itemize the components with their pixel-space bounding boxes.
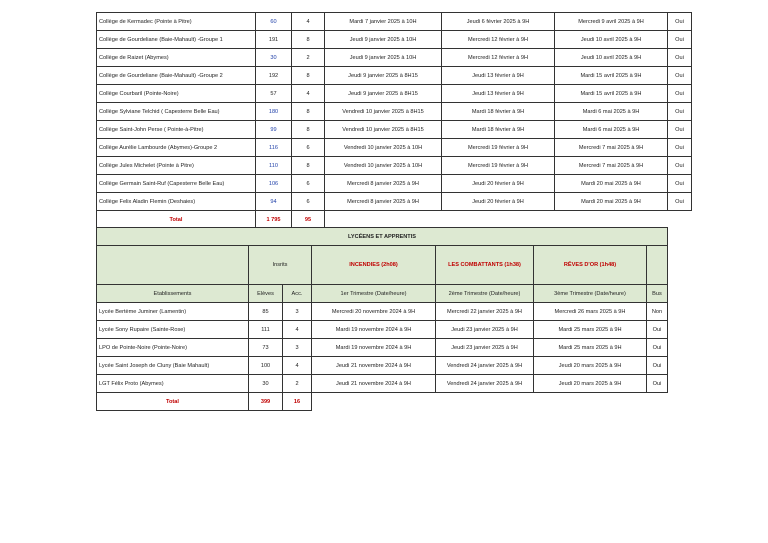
empty-cell (647, 393, 668, 411)
bus-status: Oui (668, 49, 692, 67)
trimester-2-date: Jeudi 20 février à 9H (442, 175, 555, 193)
establishment-name: Collège Germain Saint-Ruf (Capesterre Belle Eau) (97, 175, 256, 193)
companion-count: 6 (292, 175, 325, 193)
table-row (97, 85, 692, 103)
col-eleves: Elèves (249, 285, 283, 303)
table-row (97, 193, 692, 211)
trimester-3-date: Mercredi 7 mai 2025 à 9H (555, 157, 668, 175)
bus-status: Oui (647, 375, 668, 393)
bus-status: Oui (668, 67, 692, 85)
bus-status: Oui (668, 157, 692, 175)
trimester-2-date: Mercredi 12 février à 9H (442, 31, 555, 49)
theme1-header: INCENDIES (2h08) (312, 246, 436, 285)
trimester-3-date: Jeudi 10 avril 2025 à 9H (555, 31, 668, 49)
student-count: 57 (256, 85, 292, 103)
lycees-title: LYCÉENS ET APPRENTIS (97, 228, 668, 246)
trimester-2-date: Mercredi 22 janvier 2025 à 9H (436, 303, 534, 321)
total-companions: 16 (283, 393, 312, 411)
trimester-1-date: Jeudi 21 novembre 2024 à 9H (312, 357, 436, 375)
establishment-name: Collège Aurélie Lambourde (Abymes)-Groupe 2 (97, 139, 256, 157)
establishment-name: Lycée Sony Rupaire (Sainte-Rose) (97, 321, 249, 339)
companion-count: 4 (283, 321, 312, 339)
student-count: 85 (249, 303, 283, 321)
trimester-2-date: Mercredi 19 février à 9H (442, 139, 555, 157)
companion-count: 6 (292, 139, 325, 157)
establishment-name: Collège Jules Michelet (Pointe à Pitre) (97, 157, 256, 175)
trimester-2-date: Mercredi 12 février à 9H (442, 49, 555, 67)
bus-status: Oui (668, 193, 692, 211)
trimester-1-date: Vendredi 10 janvier 2025 à 10H (325, 157, 442, 175)
student-count: 73 (249, 339, 283, 357)
trimester-2-date: Mercredi 19 février à 9H (442, 157, 555, 175)
bus-status: Oui (668, 31, 692, 49)
student-count: 99 (256, 121, 292, 139)
establishment-name: Collège Felix Aladin Flemin (Deshaies) (97, 193, 256, 211)
trimester-2-date: Jeudi 6 février 2025 à 9H (442, 13, 555, 31)
bus-status: Oui (668, 13, 692, 31)
companion-count: 4 (292, 13, 325, 31)
trimester-1-date: Mercredi 20 novembre 2024 à 9H (312, 303, 436, 321)
trimester-1-date: Vendredi 10 janvier 2025 à 8H15 (325, 121, 442, 139)
student-count: 192 (256, 67, 292, 85)
companion-count: 8 (292, 31, 325, 49)
trimester-2-date: Jeudi 23 janvier 2025 à 9H (436, 321, 534, 339)
trimester-3-date: Jeudi 10 avril 2025 à 9H (555, 49, 668, 67)
trimester-2-date: Jeudi 13 février à 9H (442, 67, 555, 85)
col-trimestre-3: 3ème Trimestre (Date/heure) (534, 285, 647, 303)
bus-status: Non (647, 303, 668, 321)
table-row (97, 157, 692, 175)
trimester-1-date: Mardi 19 novembre 2024 à 9H (312, 339, 436, 357)
blank-header-bus (647, 246, 668, 285)
student-count: 116 (256, 139, 292, 157)
blank-header (97, 246, 249, 285)
total-row (97, 393, 668, 411)
table-row (97, 375, 668, 393)
trimester-3-date: Mardi 6 mai 2025 à 9H (555, 121, 668, 139)
establishment-name: Lycée Saint Joseph de Cluny (Baie Mahault) (97, 357, 249, 375)
companion-count: 4 (292, 85, 325, 103)
bus-status: Oui (668, 121, 692, 139)
trimester-2-date: Mardi 18 février à 9H (442, 121, 555, 139)
bus-status: Oui (668, 175, 692, 193)
total-row (97, 211, 692, 229)
trimester-1-date: Mardi 7 janvier 2025 à 10H (325, 13, 442, 31)
establishment-name: LGT Félix Proto (Abymes) (97, 375, 249, 393)
companion-count: 4 (283, 357, 312, 375)
empty-cell (668, 211, 692, 229)
trimester-3-date: Mardi 25 mars 2025 à 9H (534, 339, 647, 357)
student-count: 94 (256, 193, 292, 211)
theme3-header: RÊVES D'OR (1h48) (534, 246, 647, 285)
trimester-2-date: Jeudi 23 janvier 2025 à 9H (436, 339, 534, 357)
student-count: 100 (249, 357, 283, 375)
col-trimestre-2: 2ème Trimestre (Date/heure) (436, 285, 534, 303)
trimester-1-date: Jeudi 9 janvier 2025 à 10H (325, 31, 442, 49)
trimester-3-date: Mardi 20 mai 2025 à 9H (555, 193, 668, 211)
establishment-name: Collège de Raizet (Abymes) (97, 49, 256, 67)
empty-cell (325, 211, 442, 229)
empty-cell (442, 211, 555, 229)
empty-cell (436, 393, 534, 411)
table-row (97, 175, 692, 193)
establishment-name: Collège de Gourdeliane (Baie-Mahault) -Groupe 1 (97, 31, 256, 49)
companion-count: 2 (292, 49, 325, 67)
companion-count: 8 (292, 157, 325, 175)
empty-cell (312, 393, 436, 411)
empty-cell (534, 393, 647, 411)
trimester-3-date: Mercredi 26 mars 2025 à 9H (534, 303, 647, 321)
theme2-header: LES COMBATTANTS (1h38) (436, 246, 534, 285)
student-count: 180 (256, 103, 292, 121)
trimester-2-date: Vendredi 24 janvier 2025 à 9H (436, 375, 534, 393)
trimester-2-date: Vendredi 24 janvier 2025 à 9H (436, 357, 534, 375)
col-trimestre-1: 1er Trimestre (Date/heure) (312, 285, 436, 303)
total-companions: 95 (292, 211, 325, 229)
trimester-1-date: Vendredi 10 janvier 2025 à 10H (325, 139, 442, 157)
trimester-3-date: Mardi 15 avril 2025 à 9H (555, 85, 668, 103)
student-count: 191 (256, 31, 292, 49)
establishment-name: Lycée Bertème Juminer (Lamentin) (97, 303, 249, 321)
trimester-1-date: Mercredi 8 janvier 2025 à 9H (325, 175, 442, 193)
total-label: Total (97, 211, 256, 229)
total-students: 1 795 (256, 211, 292, 229)
trimester-3-date: Mardi 25 mars 2025 à 9H (534, 321, 647, 339)
table-row (97, 121, 692, 139)
trimester-3-date: Mardi 15 avril 2025 à 9H (555, 67, 668, 85)
student-count: 30 (249, 375, 283, 393)
trimester-2-date: Mardi 18 février à 9H (442, 103, 555, 121)
trimester-2-date: Jeudi 20 février à 9H (442, 193, 555, 211)
trimester-3-date: Jeudi 20 mars 2025 à 9H (534, 375, 647, 393)
companion-count: 3 (283, 303, 312, 321)
student-count: 60 (256, 13, 292, 31)
lycees-table (96, 227, 668, 411)
table-row (97, 357, 668, 375)
trimester-3-date: Mardi 6 mai 2025 à 9H (555, 103, 668, 121)
trimester-3-date: Jeudi 20 mars 2025 à 9H (534, 357, 647, 375)
trimester-3-date: Mercredi 9 avril 2025 à 9H (555, 13, 668, 31)
trimester-1-date: Jeudi 9 janvier 2025 à 10H (325, 49, 442, 67)
col-etablissements: Etablissements (97, 285, 249, 303)
table-row (97, 13, 692, 31)
companion-count: 2 (283, 375, 312, 393)
table-row (97, 339, 668, 357)
establishment-name: Collège de Gourdeliane (Baie-Mahault) -Groupe 2 (97, 67, 256, 85)
bus-status: Oui (647, 357, 668, 375)
table-row (97, 31, 692, 49)
trimester-1-date: Jeudi 9 janvier 2025 à 8H15 (325, 67, 442, 85)
student-count: 110 (256, 157, 292, 175)
table-row (97, 321, 668, 339)
empty-cell (555, 211, 668, 229)
trimester-1-date: Mardi 19 novembre 2024 à 9H (312, 321, 436, 339)
inscrits-header: Insrits (249, 246, 312, 285)
total-students: 399 (249, 393, 283, 411)
col-bus: Bus (647, 285, 668, 303)
student-count: 111 (249, 321, 283, 339)
companion-count: 3 (283, 339, 312, 357)
trimester-3-date: Mercredi 7 mai 2025 à 9H (555, 139, 668, 157)
companion-count: 8 (292, 103, 325, 121)
colleges-table (96, 12, 692, 229)
companion-count: 8 (292, 121, 325, 139)
establishment-name: Collège de Kermadec (Pointe à Pitre) (97, 13, 256, 31)
col-acc: Acc. (283, 285, 312, 303)
bus-status: Oui (668, 139, 692, 157)
bus-status: Oui (647, 339, 668, 357)
establishment-name: Collège Sylviane Telchid ( Capesterre Belle Eau) (97, 103, 256, 121)
companion-count: 6 (292, 193, 325, 211)
companion-count: 8 (292, 67, 325, 85)
table-row (97, 67, 692, 85)
table-row (97, 303, 668, 321)
trimester-3-date: Mardi 20 mai 2025 à 9H (555, 175, 668, 193)
trimester-1-date: Jeudi 9 janvier 2025 à 8H15 (325, 85, 442, 103)
bus-status: Oui (668, 103, 692, 121)
table-row (97, 139, 692, 157)
student-count: 106 (256, 175, 292, 193)
establishment-name: Collège Saint-John Perse ( Pointe-à-Pitre) (97, 121, 256, 139)
trimester-1-date: Vendredi 10 janvier 2025 à 8H15 (325, 103, 442, 121)
trimester-2-date: Jeudi 13 février à 9H (442, 85, 555, 103)
table-row (97, 49, 692, 67)
student-count: 30 (256, 49, 292, 67)
establishment-name: LPO de Pointe-Noire (Pointe-Noire) (97, 339, 249, 357)
trimester-1-date: Mercredi 8 janvier 2025 à 9H (325, 193, 442, 211)
total-label: Total (97, 393, 249, 411)
bus-status: Oui (647, 321, 668, 339)
table-row (97, 103, 692, 121)
trimester-1-date: Jeudi 21 novembre 2024 à 9H (312, 375, 436, 393)
bus-status: Oui (668, 85, 692, 103)
establishment-name: Collège Courbaril (Pointe-Noire) (97, 85, 256, 103)
